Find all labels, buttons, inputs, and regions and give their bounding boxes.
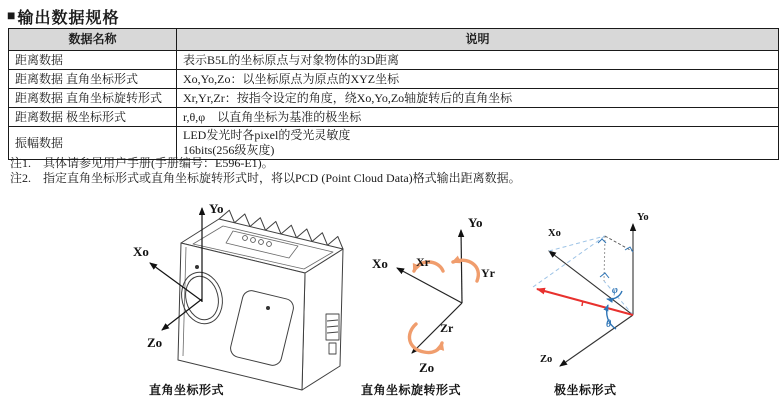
row-desc-line1: LED发光时各pixel的受光灵敏度	[183, 128, 351, 142]
row-desc: Xr,Yr,Zr：按指令设定的角度，绕Xo,Yo,Zo轴旋转后的直角坐标	[177, 89, 779, 108]
polar-caption: 极坐标形式	[554, 383, 617, 397]
row-desc: 表示B5L的坐标原点与对象物体的3D距离	[177, 51, 779, 70]
y-axis-label: Yo	[209, 201, 224, 216]
note-2: 注2. 指定直角坐标形式或直角坐标旋转形式时，将以PCD (Point Cloud Data)格式输出距离数据。	[10, 170, 521, 185]
output-data-table	[8, 28, 779, 160]
construction-line	[604, 281, 633, 315]
table-row	[9, 70, 779, 89]
z-axis	[560, 315, 633, 366]
r-vector-label: r	[581, 297, 586, 309]
diagrams-canvas	[0, 185, 784, 420]
row-desc: Xo,Yo,Zo：以坐标原点为原点的XYZ坐标	[177, 70, 779, 89]
row-name: 振幅数据	[9, 127, 177, 160]
rotation-arrows	[409, 260, 478, 352]
table-row	[9, 89, 779, 108]
phi-label: φ	[612, 285, 618, 296]
notes	[10, 156, 521, 185]
table-row	[9, 108, 779, 127]
z-axis-label: Zo	[419, 360, 435, 375]
page-title-text: 输出数据规格	[17, 10, 120, 27]
row-name: 距离数据 直角坐标旋转形式	[9, 89, 177, 108]
z-axis-label: Zo	[540, 354, 553, 365]
x-axis	[397, 268, 462, 303]
x-axis-label: Xo	[548, 228, 561, 239]
zr-label: Zr	[440, 321, 454, 335]
rotation-diagram	[361, 215, 496, 397]
table-row	[9, 51, 779, 70]
table-header-row	[9, 29, 779, 51]
note-1: 注1. 具体请参见用户手册(手册编号：E596-E1)。	[10, 156, 274, 170]
x-axis	[549, 251, 633, 315]
y-axis-label: Yo	[468, 215, 483, 230]
y-axis-label: Yo	[637, 212, 649, 223]
row-desc-line2: 16bits(256级灰度)	[183, 143, 275, 157]
row-name: 距离数据	[9, 51, 177, 70]
device-screw-dot	[266, 306, 270, 310]
cartesian-caption: 直角坐标形式	[149, 383, 225, 397]
rotation-caption: 直角坐标旋转形式	[361, 383, 462, 397]
xr-label: Xr	[416, 255, 430, 269]
page-title	[7, 5, 119, 28]
x-axis-label: Xo	[133, 244, 149, 259]
z-axis-label: Zo	[147, 335, 163, 350]
theta-label: θ	[606, 319, 612, 330]
table-row	[9, 127, 779, 160]
col-header-data-name: 数据名称	[9, 29, 177, 51]
yr-label: Yr	[481, 266, 495, 280]
section-marker-icon: ■	[7, 8, 17, 24]
device-screw-dot	[195, 265, 199, 269]
cartesian-diagram	[133, 201, 343, 397]
right-angle-markers	[598, 239, 633, 278]
y-axis	[461, 230, 462, 303]
col-header-description: 说明	[177, 29, 779, 51]
construction-line	[533, 236, 605, 287]
z-axis	[412, 303, 462, 353]
row-name: 距离数据 直角坐标形式	[9, 70, 177, 89]
x-axis-label: Xo	[372, 256, 388, 271]
row-name: 距离数据 极坐标形式	[9, 108, 177, 127]
row-desc	[177, 127, 779, 160]
row-desc: r,θ,φ 以直角坐标为基准的极坐标	[177, 108, 779, 127]
polar-diagram	[533, 212, 649, 397]
y-rotation-arrow	[453, 260, 478, 281]
